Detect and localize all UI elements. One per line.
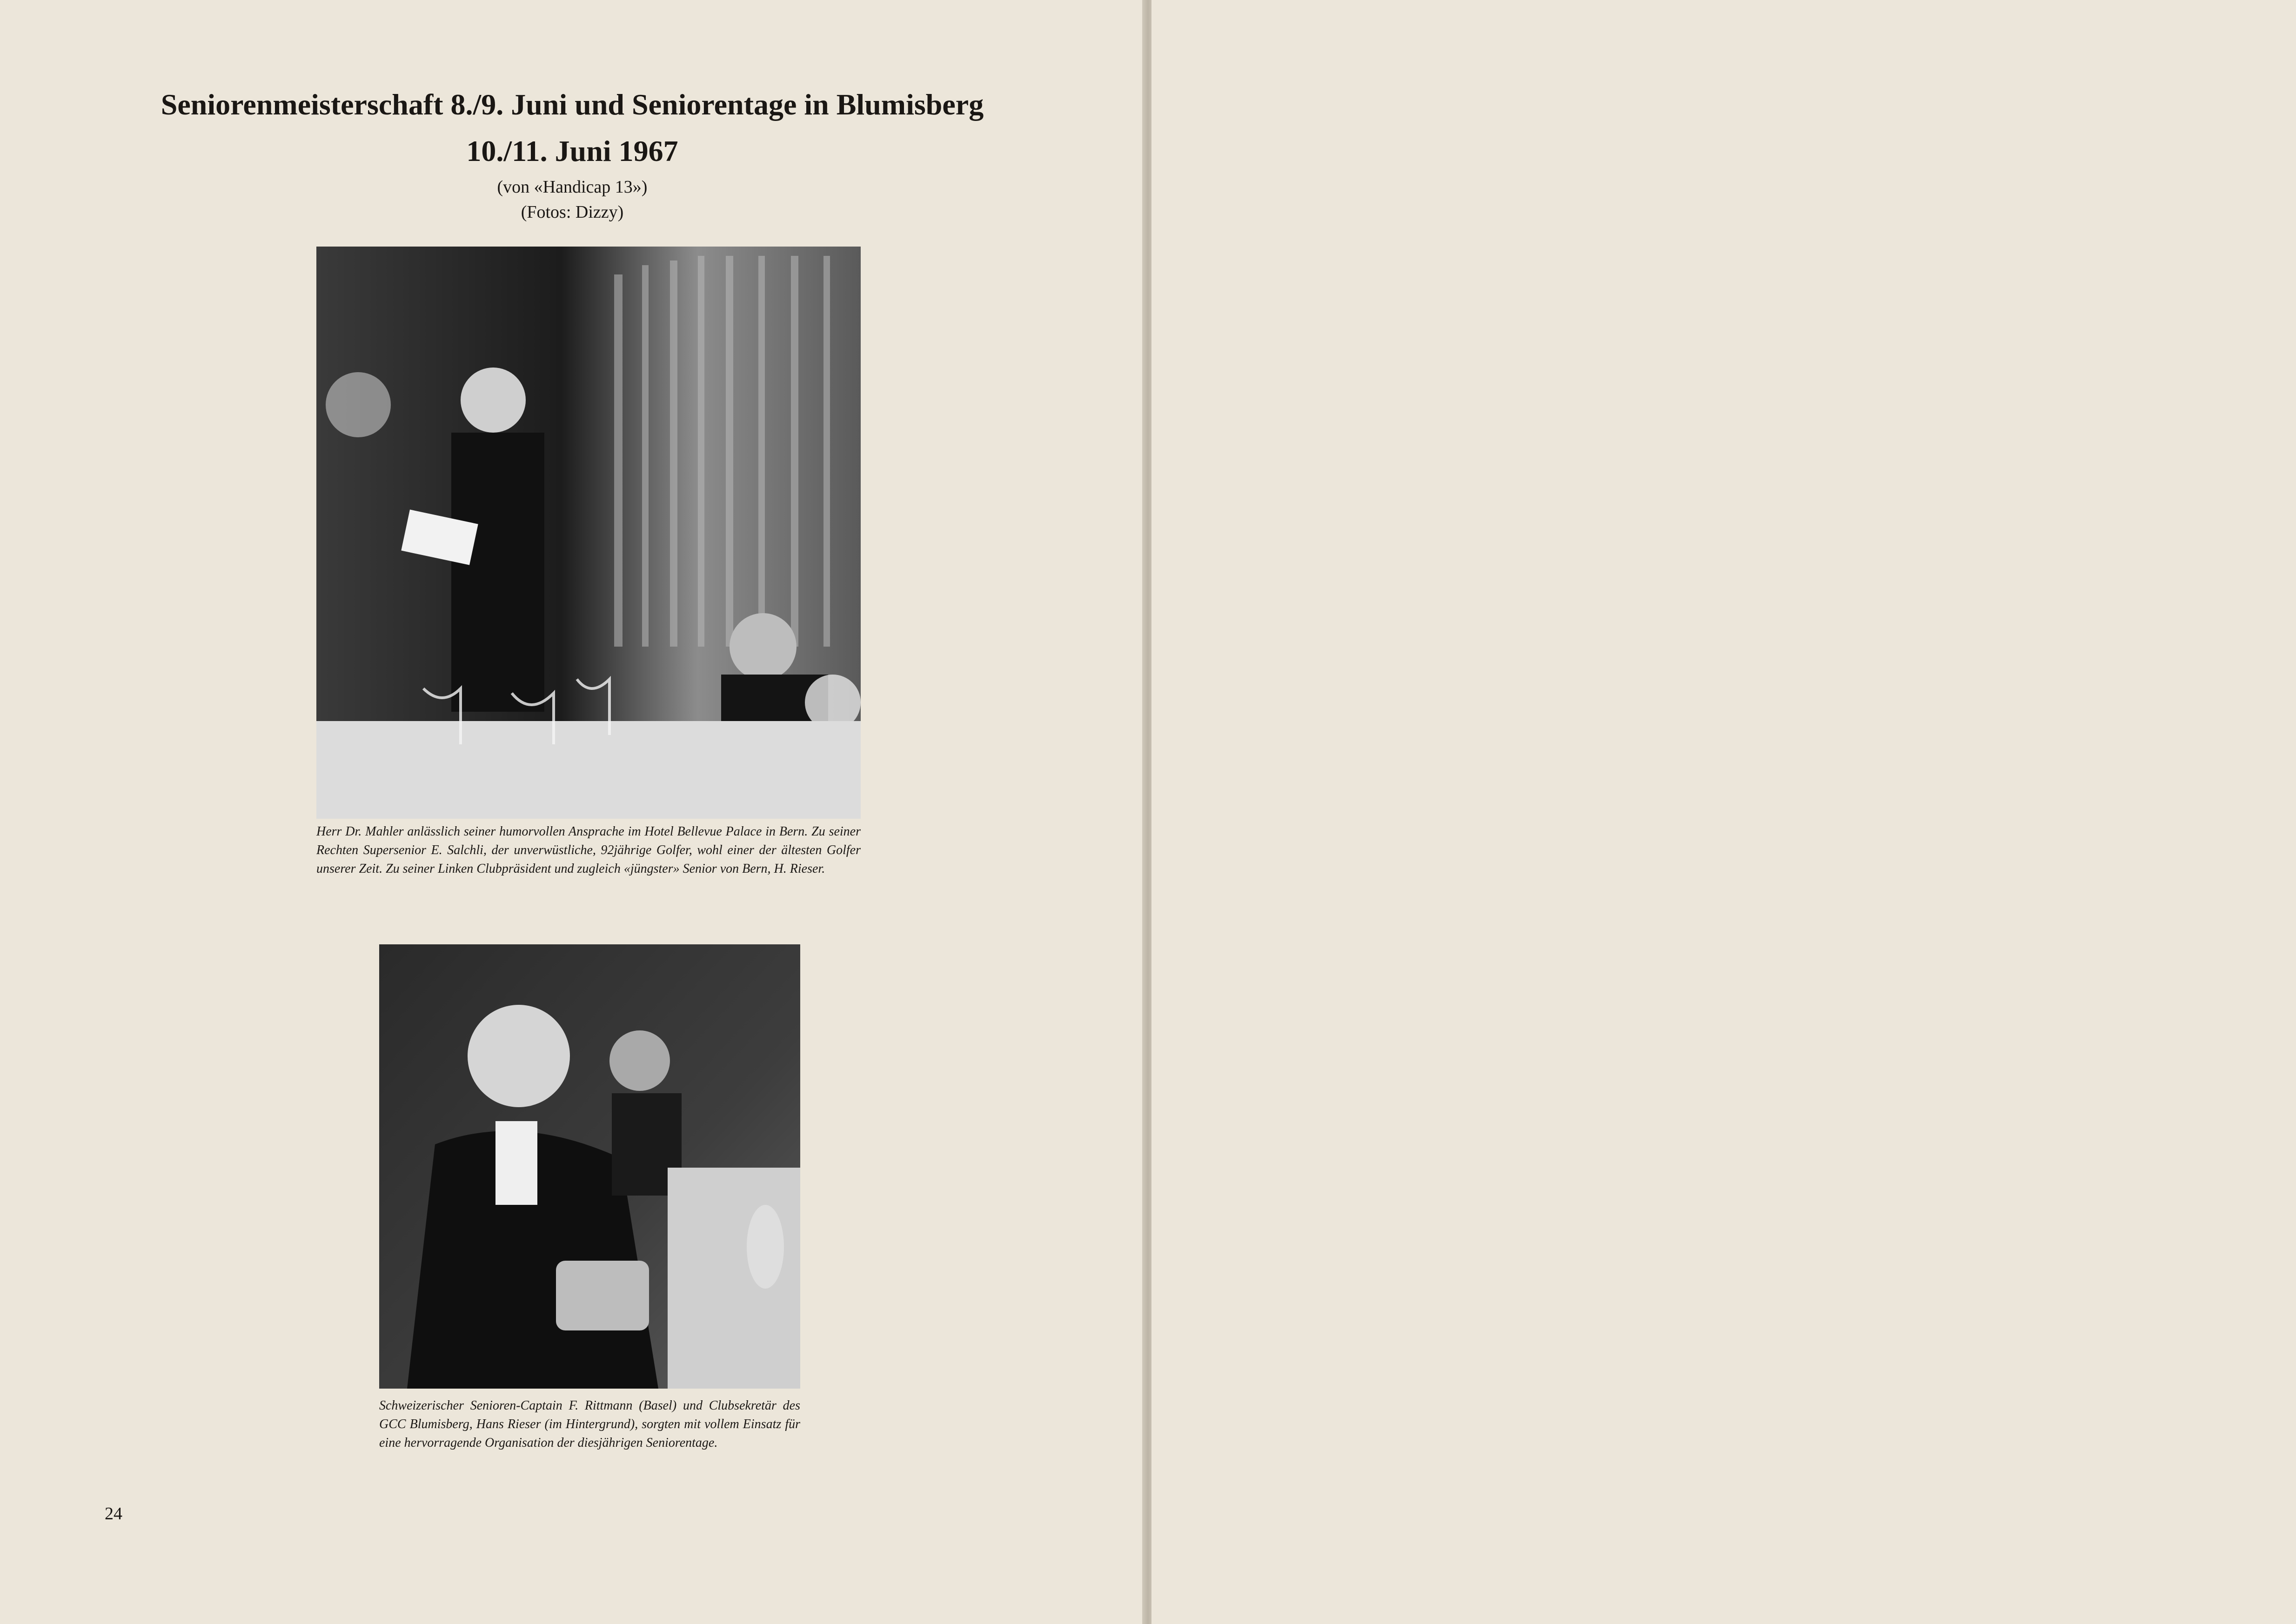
article-title-line-2: 10./11. Juni 1967 <box>466 134 678 167</box>
photo-captain-and-secretary <box>379 944 800 1389</box>
article-header <box>74 81 1070 225</box>
photo-banquet-speech <box>316 247 861 819</box>
page-number-left: 24 <box>105 1504 122 1524</box>
right-page <box>1151 0 2296 1624</box>
left-page <box>0 0 1145 1624</box>
article-source: (von «Handicap 13») <box>497 177 648 197</box>
photo-2-caption: Schweizerischer Senioren-Captain F. Rittmann (Basel) und Clubsekretär des GCC Blumisberg, Hans Rieser (im Hintergrund), sorgten mit vollem Einsatz für eine hervorragende Organisation der diesjährigen Seniorentage. <box>379 1398 800 1450</box>
article-title-line-1: Seniorenmeisterschaft 8./9. Juni und Seniorentage in Blumisberg <box>161 88 984 121</box>
photo-1-caption: Herr Dr. Mahler anlässlich seiner humorvollen Ansprache im Hotel Bellevue Palace in Bern. Zu seiner Rechten Supersenior E. Salchli, der unverwüstliche, 92jährige Golfer, wohl einer der ältesten Golfer unserer Zeit. Zu seiner Linken Clubpräsident und zugleich «jüngster» Senior von Bern, H. Rieser. <box>316 824 861 876</box>
photo-credit: (Fotos: Dizzy) <box>521 202 624 222</box>
